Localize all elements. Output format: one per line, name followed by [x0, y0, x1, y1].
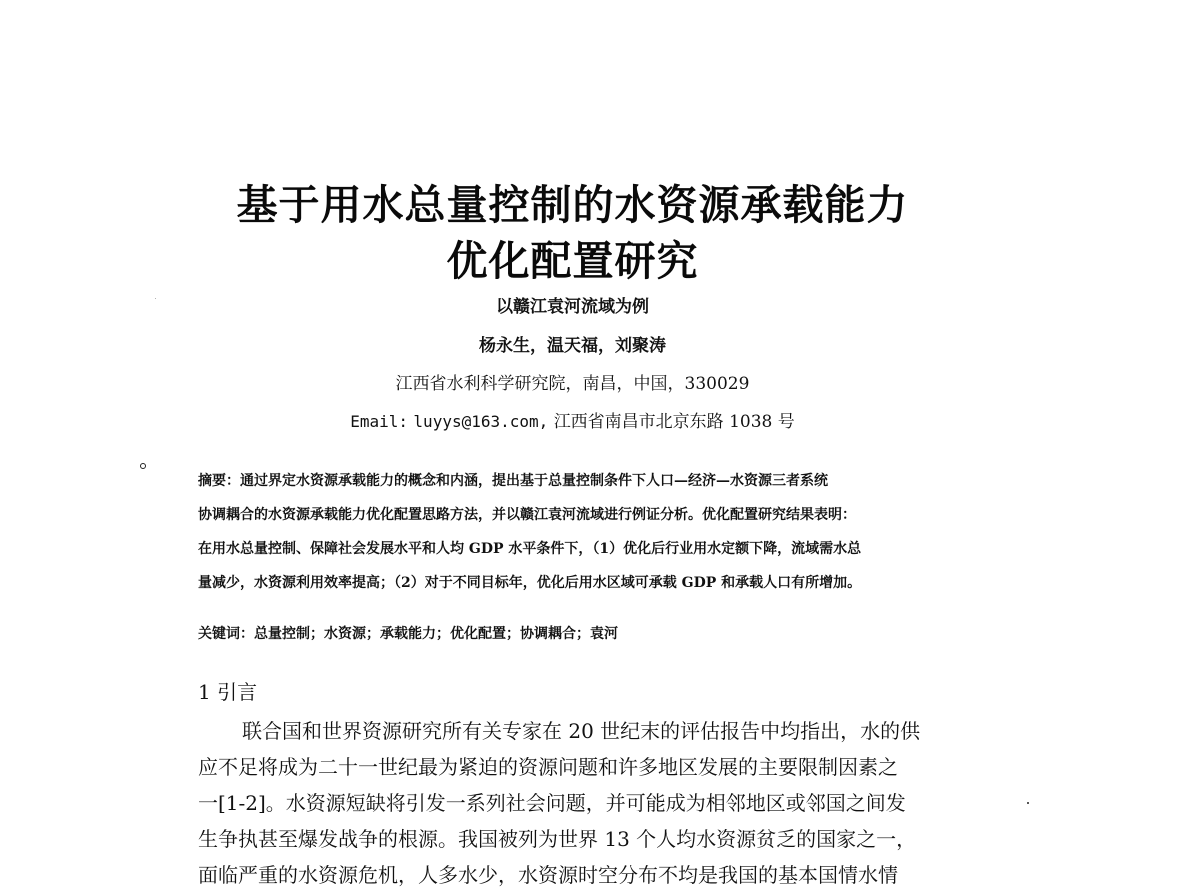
body-line-2: 应不足将成为二十一世纪最为紧迫的资源问题和许多地区发展的主要限制因素之: [198, 755, 898, 779]
author-list: 杨永生，温天福，刘聚涛: [479, 336, 666, 356]
scan-speck: [155, 298, 156, 299]
abstract-line-4: 量减少，水资源利用效率提高；（2）对于不同目标年，优化后用水区域可承载 GDP 和承载人口有所增加。: [198, 575, 862, 591]
scan-speck: [1027, 802, 1029, 804]
keywords-label: 关键词：: [198, 626, 254, 642]
scan-speck: [140, 463, 146, 469]
body-line-4: 生争执甚至爆发战争的根源。我国被列为世界 13 个人均水资源贫乏的国家之一，: [198, 827, 917, 851]
paper-title-line2: 优化配置研究: [446, 237, 699, 285]
email-label: Email:: [350, 412, 409, 431]
keywords: [198, 617, 998, 651]
abstract-line-2: 协调耦合的水资源承载能力优化配置思路方法，并以赣江袁河流域进行例证分析。优化配置研究结果表明：: [198, 507, 856, 523]
affiliation: 江西省水利科学研究院，南昌，中国，330029: [395, 374, 750, 394]
abstract-text-1: 通过界定水资源承载能力的概念和内涵，提出基于总量控制条件下人口—经济—水资源三者系统: [240, 473, 828, 489]
contact-line: [0, 407, 1145, 432]
abstract-line-1: [198, 464, 998, 498]
body-line-3: 一[1-2]。水资源短缺将引发一系列社会问题，并可能成为相邻地区或邻国之间发: [198, 791, 906, 815]
abstract-line-3: 在用水总量控制、保障社会发展水平和人均 GDP 水平条件下，（1）优化后行业用水定额下降，流域需水总: [198, 541, 862, 557]
abstract-label: 摘要：: [198, 473, 240, 489]
email-address: luyys@163.com,: [413, 412, 549, 431]
body-line-5: 面临严重的水资源危机，人多水少，水资源时空分布不均是我国的基本国情水情: [198, 863, 898, 887]
paper-title-line1: 基于用水总量控制的水资源承载能力: [236, 181, 909, 229]
section-heading-introduction: 1 引言: [198, 680, 258, 704]
postal-address: 江西省南昌市北京东路 1038 号: [553, 412, 795, 432]
keywords-list: 总量控制；水资源；承载能力；优化配置；协调耦合；袁河: [254, 626, 618, 642]
body-line-1: 联合国和世界资源研究所有关专家在 20 世纪末的评估报告中均指出，水的供: [242, 719, 921, 743]
paper-subtitle: 以赣江袁河流域为例: [496, 297, 649, 317]
